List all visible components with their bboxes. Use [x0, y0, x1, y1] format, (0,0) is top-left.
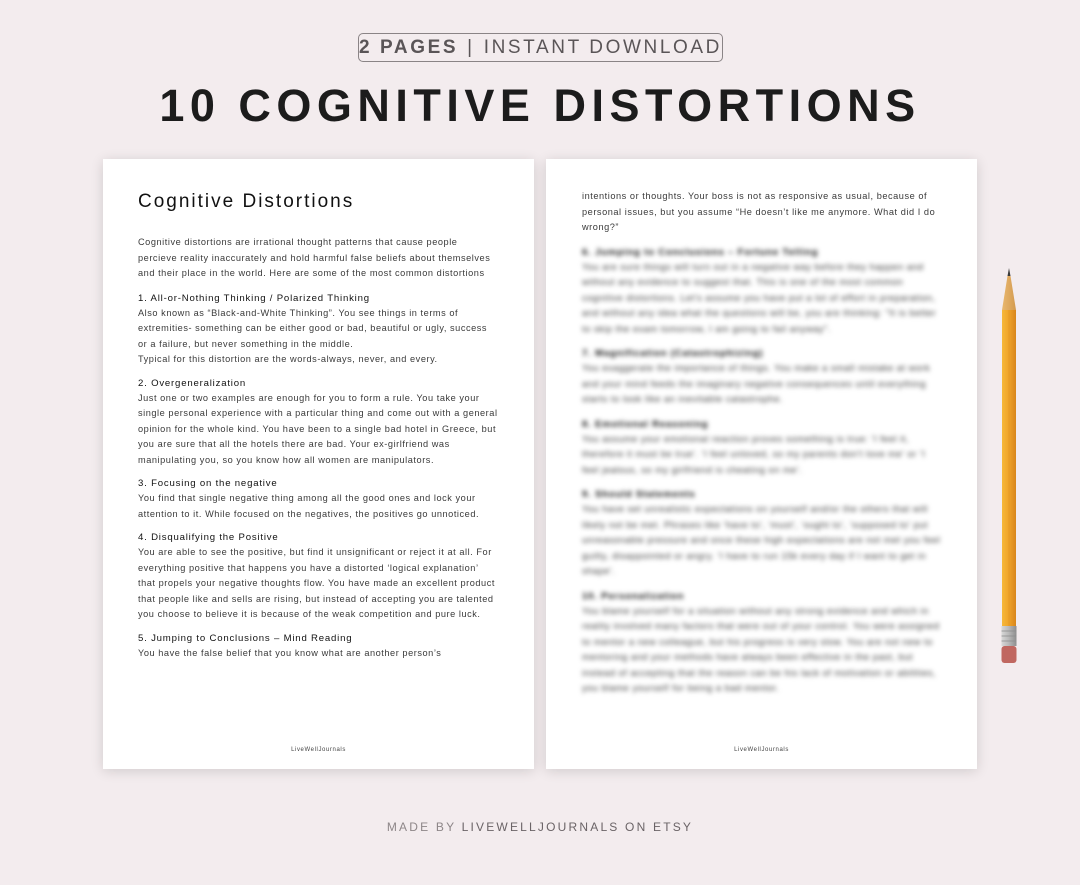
section-heading: 1. All-or-Nothing Thinking / Polarized Thinking	[138, 292, 370, 304]
section-body: You assume your emotional reaction proves something is true: 'I feel it, therefore it must be true'. 'I feel unloved, so my parents don't love me' or 'I feel jealous, so my girlfriend is cheating on me'.	[582, 433, 926, 475]
pencil-icon	[994, 268, 1024, 668]
section-heading: 6. Jumping to Conclusions – Fortune Telling	[582, 246, 819, 258]
shop-name: LIVEWELLJOURNALS ON ETSY	[461, 820, 694, 834]
intro-paragraph: Cognitive distortions are irrational thought patterns that cause people percieve reality inaccurately and hold harmful false beliefs about themselves and their place in the world. Here are some of the most common distortions	[138, 237, 491, 278]
section-heading: 10. Personalization	[582, 590, 685, 602]
section-body: You have the false belief that you know what are another person’s	[138, 647, 442, 658]
section-body: You have set unrealistic expectations on yourself and/or the others that will likely not be met. Phrases like 'have to', 'must', 'ought to', 'supposed to' put unreasonable pressure and once these high expectations are not met you feel guilty, disappointed or angry. 'I have to run 15k every day if I want to get in shape'.	[582, 504, 941, 576]
section-heading: 4. Disqualifying the Positive	[138, 532, 279, 543]
section-body: You are able to see the positive, but find it unsignificant or reject it at all. For everything positive that happens you have a distorted ‘logical explanation’ that propels your negative thoughts flow. You have made an excellent product that people like and sells are rising, but instead of accepting you are talented you choose to believe it is because of the weak competition and pure luck.	[138, 547, 495, 619]
made-by-label: MADE BY	[386, 820, 457, 834]
section-body: You find that single negative thing among all the good ones and lock your attention to it. While focused on the negatives, the positives go unnoticed.	[138, 493, 480, 519]
section-body-extra: Typical for this distortion are the words-always, never, and every.	[138, 354, 438, 364]
page-two	[546, 159, 977, 769]
badge-separator: |	[467, 36, 475, 58]
headline: 10 COGNITIVE DISTORTIONS	[159, 80, 921, 131]
section-body: Just one or two examples are enough for you to form a rule. You take your single personal experience with a particular thing and come out with a general opinion for the whole kind. You have been to a single bad hotel in Greece, but you are sure that all the hotels there are bad. Your ex-girlfriend was manipulating you, so you know how all women are manipulators.	[138, 392, 498, 465]
section-heading: 8. Emotional Reasoning	[582, 418, 709, 430]
section-body: You blame yourself for a situation without any strong evidence and which in reality involved many factors that were out of your control. You were assigned to mentor a new colleague, but his progress is very slow. You are not new to mentoring and your methods have always been effective in the past, but instead of accepting that the reason can be his lack of motivation or abilities, you blame yourself for being a bad mentor.	[582, 605, 940, 693]
made-by-credit	[0, 820, 1080, 834]
page-footer: LiveWellJournals	[291, 747, 346, 753]
format-badge	[358, 33, 723, 62]
section-body: You exaggerate the importance of things. You make a small mistake at work and your mind feeds the imaginary negative consequences until everything starts to look like an inevitable catastrophe.	[582, 363, 931, 404]
section-heading: 2. Overgeneralization	[138, 377, 246, 389]
continuation-paragraph: intentions or thoughts. Your boss is not as responsive as usual, because of personal issues, but you assume “He doesn’t like me anymore. What did I do wrong?”	[582, 191, 936, 232]
badge-pages: 2 PAGES	[359, 36, 459, 58]
document-title: Cognitive Distortions	[138, 191, 355, 212]
section-body: You are sure things will turn out in a negative way before they happen and without any evidence to suggest that. This is one of the most common cognitive distortions. Let's assume you have put a lot of effort in preparation, and without any idea what the questions will be, you are thinking: "It is better to skip the exam tomorrow, I am going to fail anyway".	[582, 261, 937, 334]
badge-download: INSTANT DOWNLOAD	[483, 36, 723, 58]
section-heading: 7. Magnification (Catastrophizing)	[582, 348, 764, 359]
section-heading: 3. Focusing on the negative	[138, 478, 278, 489]
page-footer: LiveWellJournals	[734, 747, 789, 753]
section-heading: 5. Jumping to Conclusions – Mind Reading	[138, 632, 353, 644]
page-one	[103, 159, 534, 769]
blurred-preview	[582, 245, 941, 697]
section-heading: 9. Should Statements	[582, 489, 696, 500]
section-body: Also known as “Black-and-White Thinking”. You see things in terms of extremities- something can be either good or bad, beautiful or ugly, success or a failure, but never something in the middle.	[138, 307, 488, 349]
